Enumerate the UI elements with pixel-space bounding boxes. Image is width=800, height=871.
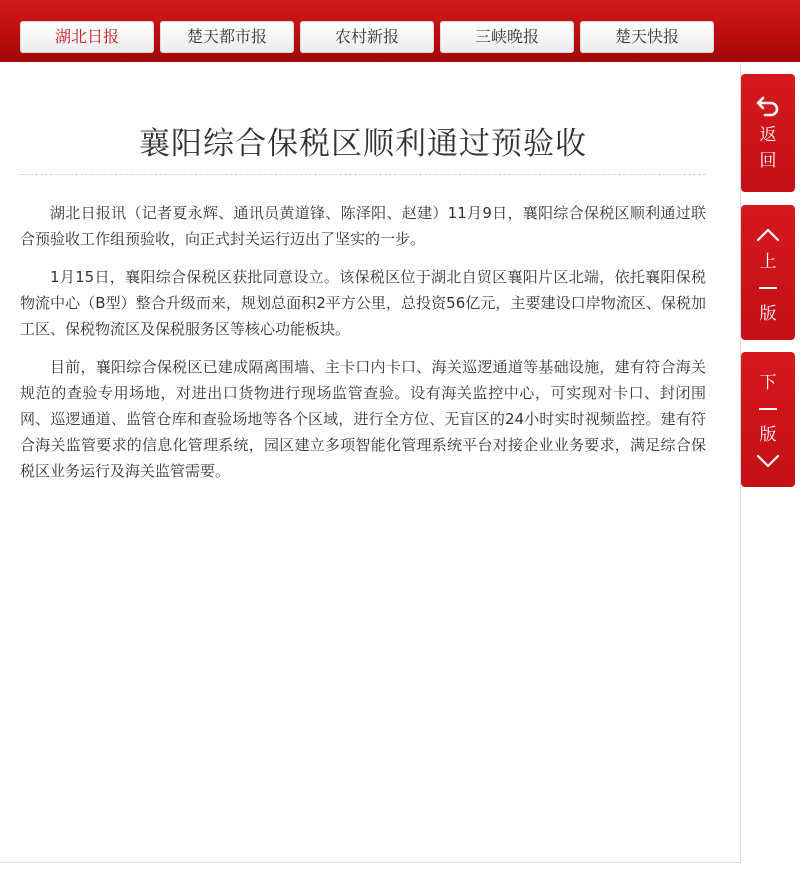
newspaper-tabs xyxy=(20,21,714,53)
next-label-char-1: 下 xyxy=(759,373,777,393)
article-paragraph-3: 目前，襄阳综合保税区已建成隔离围墙、主卡口内卡口、海关巡逻通道等基础设施，建有符合海关规范的查验专用场地，对进出口货物进行现场监管查验。设有海关监控中心，可实现对卡口、封闭围网、巡逻通道、监管仓库和查验场地等各个区域，进行全方位、无盲区的24小时实时视频监控。建有符合海关监管要求的信息化管理系统，园区建立多项智能化管理系统平台对接企业业务要求，满足综合保税区业务运行及海关监管需要。 xyxy=(20,358,706,480)
prev-label-char-1: 上 xyxy=(759,252,777,272)
return-arrow-icon xyxy=(755,92,781,118)
article-title: 襄阳综合保税区顺利通过预验收 xyxy=(139,126,587,162)
tab-rural-news[interactable]: 农村新报 xyxy=(300,21,434,53)
article-paragraph-2: 1月15日，襄阳综合保税区获批同意设立。该保税区位于湖北自贸区襄阳片区北端，依托襄阳保税物流中心（B型）整合升级而来，规划总面积2平方公里，总投资56亿元，主要建设口岸物流区、保税加工区、保税物流区及保税服务区等核心功能板块。 xyxy=(20,268,706,338)
back-button[interactable] xyxy=(741,74,795,192)
back-label-char-1: 返 xyxy=(759,125,777,145)
title-divider xyxy=(20,174,706,175)
tab-chutian-metropolis[interactable]: 楚天都市报 xyxy=(160,21,294,53)
tab-sanxia-evening[interactable]: 三峡晚报 xyxy=(440,21,574,53)
next-page-button[interactable] xyxy=(741,352,795,487)
top-nav-bar xyxy=(0,0,800,62)
chevron-up-icon xyxy=(755,225,781,243)
article-paragraph-1: 湖北日报讯（记者夏永辉、通讯员黄道锋、陈泽阳、赵建）11月9日，襄阳综合保税区顺利通过联合预验收工作组预验收，向正式封关运行迈出了坚实的一步。 xyxy=(20,204,706,248)
tab-chutian-express[interactable]: 楚天快报 xyxy=(580,21,714,53)
next-label-char-2: 版 xyxy=(759,425,777,445)
back-label-char-2: 回 xyxy=(759,151,777,171)
tab-hubei-daily[interactable]: 湖北日报 xyxy=(20,21,154,53)
prev-label-dash xyxy=(759,287,777,289)
next-label-dash xyxy=(759,408,777,410)
prev-label-char-2: 版 xyxy=(759,304,777,324)
chevron-down-icon xyxy=(755,452,781,470)
article-body xyxy=(20,200,706,496)
previous-page-button[interactable] xyxy=(741,205,795,340)
article-panel xyxy=(0,62,741,863)
